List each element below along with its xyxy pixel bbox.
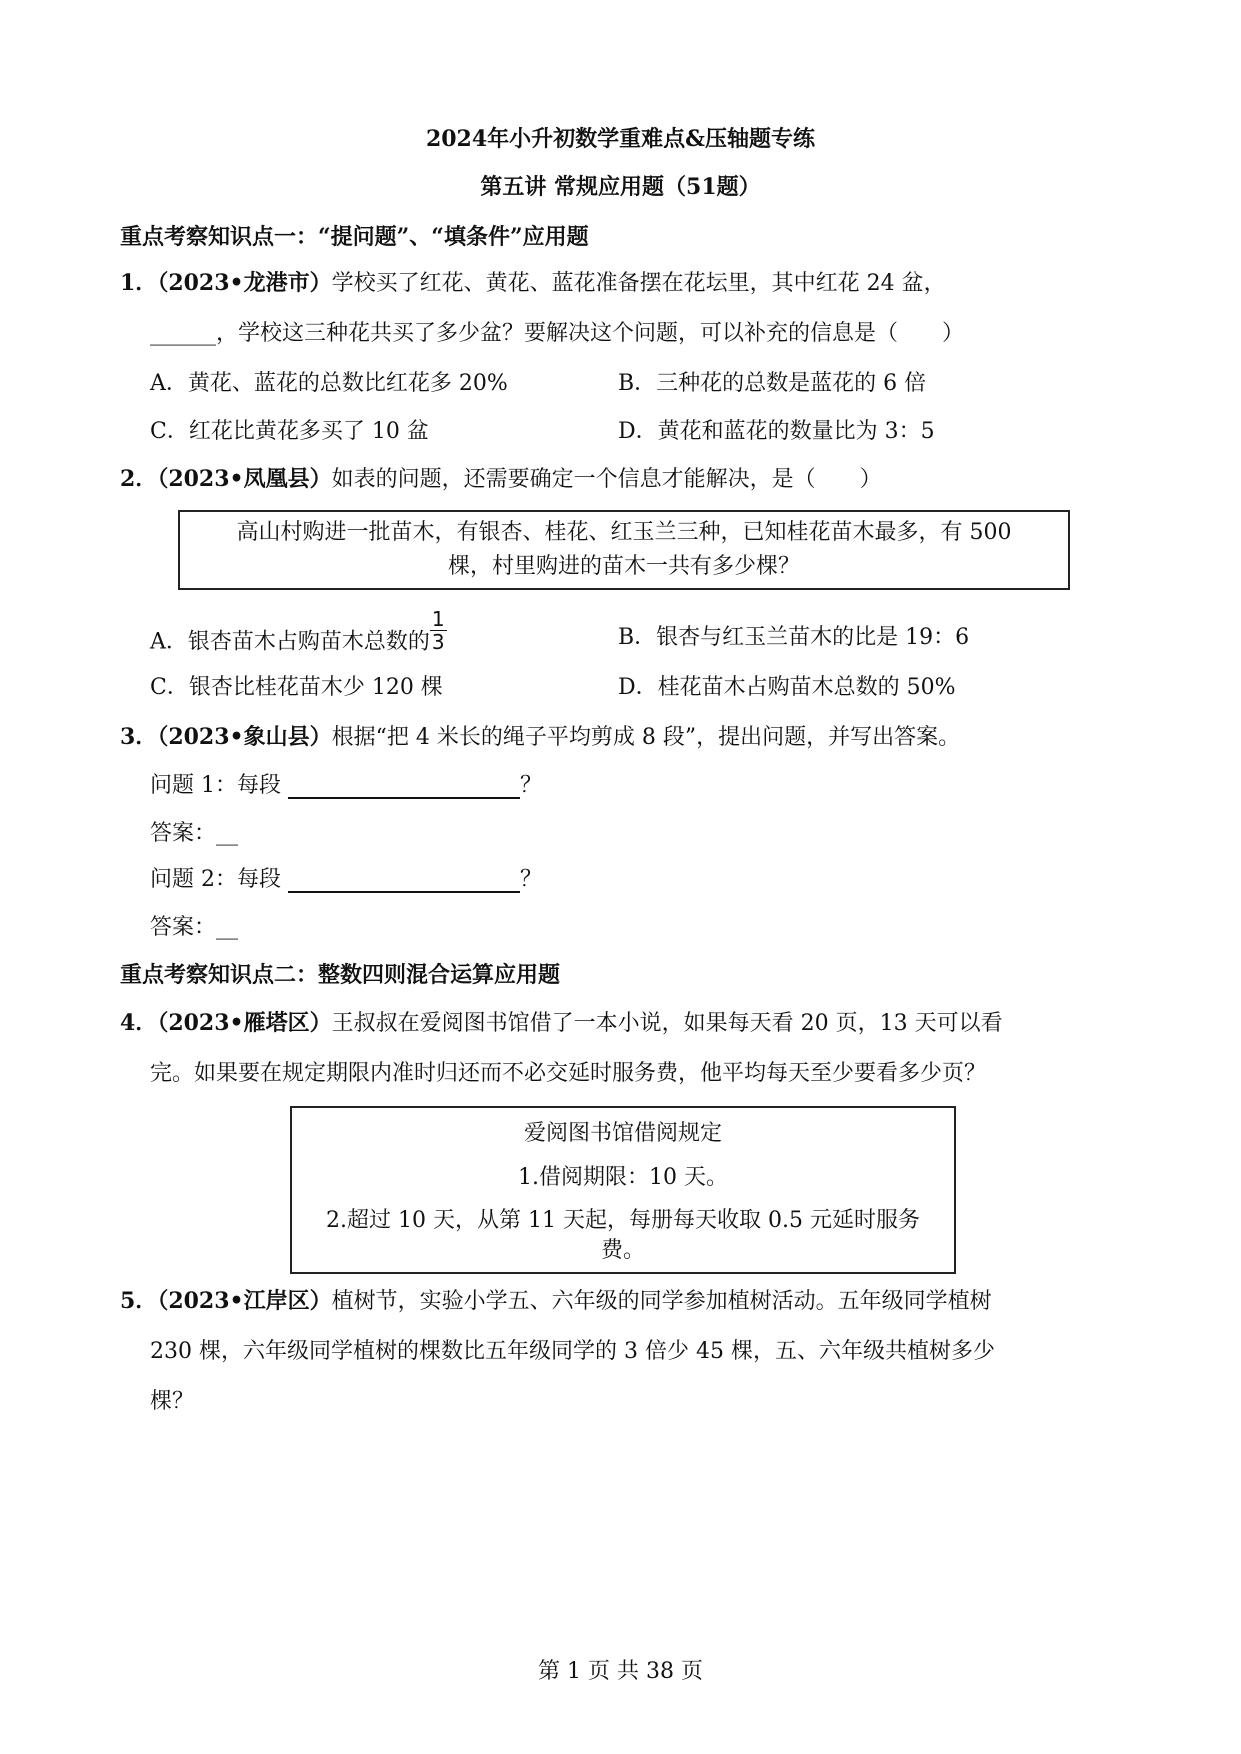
answer-blank: [288, 865, 520, 893]
page-title: 2024年小升初数学重难点&压轴题专练: [425, 126, 816, 152]
question-1-text-2: ，学校这三种花共买了多少盆？要解决这个问题，可以补充的信息是（ ）: [216, 321, 965, 346]
question-3-answer-1: 答案：__: [150, 821, 239, 846]
library-rule-2-line-1: 2.超过 10 天，从第 11 天起，每册每天收取 0.5 元延时服务: [326, 1208, 920, 1233]
question-3-subq-2-end: ？: [520, 867, 543, 892]
library-rule-2-line-2: 费。: [600, 1238, 645, 1263]
library-rule-2: [292, 1206, 954, 1266]
fraction-one-third: [430, 608, 447, 653]
question-3-line-1: [120, 720, 960, 751]
answer-blank: [288, 771, 520, 799]
question-3-text: 根据“把 4 米长的绳子平均剪成 8 段”，提出问题，并写出答案。: [331, 725, 961, 750]
question-1-option-a: A．黄花、蓝花的总数比红花多 20%: [150, 371, 508, 396]
question-5-line-2: 230 棵，六年级同学植树的棵数比五年级同学的 3 倍少 45 棵，五、六年级共植树多少: [150, 1339, 995, 1364]
question-3-subq-2-label: 问题 2：每段: [150, 867, 281, 892]
section-heading-2: 重点考察知识点二：整数四则混合运算应用题: [120, 962, 561, 988]
question-2-source: （2023•凤凰县）: [157, 466, 332, 492]
page-subtitle: 第五讲 常规应用题（51题）: [480, 174, 761, 200]
section-heading-1: 重点考察知识点一：“提问题”、“填条件”应用题: [120, 224, 589, 250]
question-5-line-1: [120, 1284, 992, 1315]
question-4-source: （2023•雁塔区）: [157, 1010, 332, 1036]
question-2-option-c: C．银杏比桂花苗木少 120 棵: [150, 675, 443, 700]
question-3-subq-2: [150, 862, 542, 893]
question-5-line-3: 棵？: [150, 1389, 195, 1414]
question-1-source: （2023•龙港市）: [157, 270, 332, 296]
question-2-problem-box: [178, 510, 1070, 590]
question-2-option-d: D．桂花苗木占购苗木总数的 50%: [618, 675, 956, 700]
question-2-box-line-1: 高山村购进一批苗木，有银杏、桂花、红玉兰三种，已知桂花苗木最多，有 500: [236, 520, 1012, 545]
question-2-line-1: [120, 462, 882, 493]
question-2-option-b: B．银杏与红玉兰苗木的比是 19：6: [618, 625, 970, 650]
page-footer: 第 1 页 共 38 页: [538, 1659, 703, 1684]
question-1-line-2: [150, 316, 964, 347]
library-rule-1: 1.借阅期限：10 天。: [518, 1165, 728, 1190]
question-5-source: （2023•江岸区）: [157, 1288, 332, 1314]
question-2-box-line-2: 棵，村里购进的苗木一共有多少棵？: [447, 554, 800, 579]
question-1-blank: ______: [150, 321, 216, 346]
question-1-option-d: D．黄花和蓝花的数量比为 3：5: [618, 419, 935, 444]
question-3-subq-1: [150, 768, 542, 799]
question-5-number: 5．: [120, 1288, 158, 1314]
question-1-option-b: B．三种花的总数是蓝花的 6 倍: [618, 371, 927, 396]
question-1-number: 1．: [120, 270, 158, 296]
fraction-numerator: 1: [431, 607, 445, 631]
question-3-source: （2023•象山县）: [157, 724, 332, 750]
question-1-line-1: [120, 266, 946, 297]
question-3-answer-2: 答案：__: [150, 915, 239, 940]
question-2-option-a-text: A．银杏苗木占购苗木总数的: [150, 629, 430, 655]
question-3-subq-1-end: ？: [520, 773, 543, 798]
question-1-option-c: C．红花比黄花多买了 10 盆: [150, 419, 429, 444]
question-2-option-a: [150, 607, 447, 665]
fraction-denominator: 3: [431, 630, 445, 654]
question-1-text: 学校买了红花、黄花、蓝花准备摆在花坛里，其中红花 24 盆，: [331, 271, 946, 296]
library-rules-box: [290, 1106, 956, 1274]
question-5-text: 植树节，实验小学五、六年级的同学参加植树活动。五年级同学植树: [331, 1289, 992, 1314]
question-4-line-1: [120, 1006, 1003, 1037]
question-4-line-2: 完。如果要在规定期限内准时归还而不必交延时服务费，他平均每天至少要看多少页？: [150, 1061, 987, 1086]
question-3-number: 3．: [120, 724, 158, 750]
question-4-number: 4．: [120, 1010, 158, 1036]
question-2-text: 如表的问题，还需要确定一个信息才能解决，是（ ）: [331, 467, 882, 492]
library-rules-title: 爱阅图书馆借阅规定: [523, 1121, 722, 1146]
question-4-text: 王叔叔在爱阅图书馆借了一本小说，如果每天看 20 页，13 天可以看: [331, 1011, 1003, 1036]
question-2-number: 2．: [120, 466, 158, 492]
question-3-subq-1-label: 问题 1：每段: [150, 773, 281, 798]
